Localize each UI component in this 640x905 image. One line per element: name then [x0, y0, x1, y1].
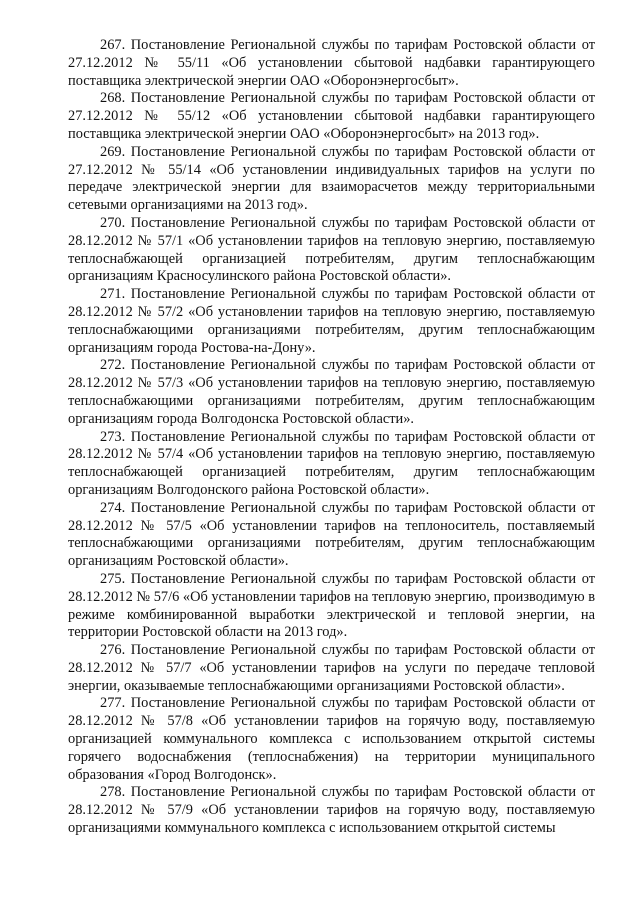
list-item: 275. Постановление Региональной службы по тарифам Ростовской области от 28.12.2012 № 57/6 «Об установлении тарифов на тепловую энергию, производимую в режиме комбинированной выработки электрической и тепловой энергии, на территории Ростовской области на 2013 год».: [68, 570, 595, 641]
list-item: 277. Постановление Региональной службы по тарифам Ростовской области от 28.12.2012 № 57/8 «Об установлении тарифов на горячую воду, поставляемую организацией коммунального комплекса с использованием открытой системы горячего водоснабжения (теплоснабжения) на территории муниципального образования «Город Волгодонск».: [68, 695, 595, 783]
list-item: 268. Постановление Региональной службы по тарифам Ростовской области от 27.12.2012 № 55/12 «Об установлении сбытовой надбавки гарантирующего поставщика электрической энергии ОАО «Оборонэнергосбыт» на 2013 год».: [68, 90, 595, 142]
list-item: 272. Постановление Региональной службы по тарифам Ростовской области от 28.12.2012 № 57/3 «Об установлении тарифов на тепловую энергию, поставляемую теплоснабжающими организациями потребителям, другим теплоснабжающим организациям города Волгодонска Ростовской области».: [68, 357, 595, 427]
list-item: 270. Постановление Региональной службы по тарифам Ростовской области от 28.12.2012 № 57/1 «Об установлении тарифов на тепловую энергию, поставляемую теплоснабжающей организацией потребителям, другим теплоснабжающим организациям Красносулинского района Ростовской области».: [68, 214, 595, 285]
document-page: [68, 37, 595, 838]
list-item: 273. Постановление Региональной службы по тарифам Ростовской области от 28.12.2012 № 57/4 «Об установлении тарифов на тепловую энергию, поставляемую теплоснабжающей организацией потребителям, другим теплоснабжающим организациям Волгодонского района Ростовской области».: [68, 428, 595, 498]
list-item: 271. Постановление Региональной службы по тарифам Ростовской области от 28.12.2012 № 57/2 «Об установлении тарифов на тепловую энергию, поставляемую теплоснабжающими организациями потребителям, другим теплоснабжающим организациям города Ростова-на-Дону».: [68, 286, 595, 356]
list-item: 276. Постановление Региональной службы по тарифам Ростовской области от 28.12.2012 № 57/7 «Об установлении тарифов на услуги по передаче тепловой энергии, оказываемые теплоснабжающими организациями Ростовской области».: [68, 642, 595, 694]
list-item: 269. Постановление Региональной службы по тарифам Ростовской области от 27.12.2012 № 55/14 «Об установлении индивидуальных тарифов на услуги по передаче электрической энергии для взаиморасчетов между территориальными сетевыми организациями на 2013 год».: [68, 143, 595, 214]
list-item: 267. Постановление Региональной службы по тарифам Ростовской области от 27.12.2012 № 55/11 «Об установлении сбытовой надбавки гарантирующего поставщика электрической энергии ОАО «Оборонэнергосбыт».: [68, 37, 595, 89]
list-item: 278. Постановление Региональной службы по тарифам Ростовской области от 28.12.2012 № 57/9 «Об установлении тарифов на горячую воду, поставляемую организациями коммунального комплекса с использованием открытой системы: [68, 784, 595, 837]
list-item: 274. Постановление Региональной службы по тарифам Ростовской области от 28.12.2012 № 57/5 «Об установлении тарифов на теплоноситель, поставляемый теплоснабжающими организациями потребителям, другим теплоснабжающим организациям Ростовской области».: [68, 499, 595, 570]
